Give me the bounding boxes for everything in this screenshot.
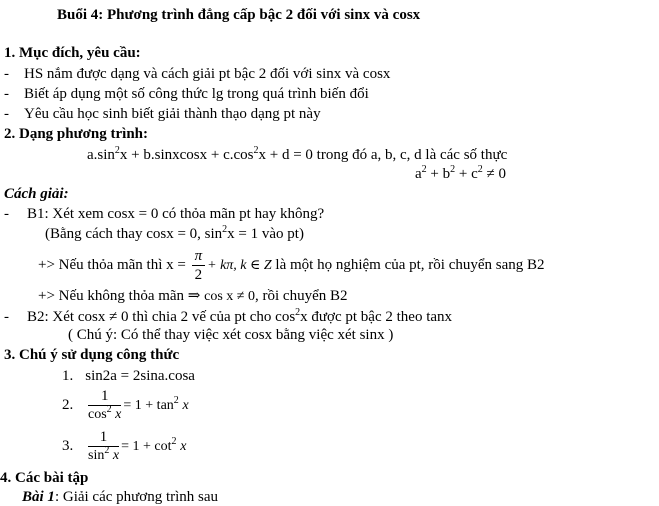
equation-form: $a.\sin^2x$ + b.sinxcosx + $c.\cos^2x + d = 0$ trong đó a, b, c, d là các số thực: [87, 145, 508, 163]
coefficient-condition: $a^2 + b^2 + c^2 \ne 0$: [415, 164, 506, 182]
case-not-satisfied: +> Nếu không thỏa mãn ⇒ cos x ≠ 0, rồi chuyển B2: [38, 288, 348, 304]
formula-1: 1. sin2a = 2sina.cosa: [62, 368, 195, 384]
case-satisfied: +> Nếu thỏa mãn thì x = $\frac{\pi}{2}$ + kπ, k ∈ Z là một họ nghiệm của pt, rồi chuyển sang B2: [38, 248, 545, 283]
step-1: - B1: Xét xem cosx = 0 có thỏa mãn pt hay không?: [4, 206, 325, 222]
step-2-note: ( Chú ý: Có thể thay việc xét cosx bằng việc xét sinx ): [68, 327, 394, 343]
list-item: - HS nắm được dạng và cách giải pt bậc 2 đối với sinx và cosx: [4, 66, 391, 82]
step-2: - B2: Xét cosx ≠ 0 thì chia 2 vế của pt cho $\cos^2x$ được pt bậc 2 theo tanx: [4, 307, 453, 325]
page-title: Buổi 4: Phương trình đẳng cấp bậc 2 đối với sinx và cosx: [57, 7, 421, 23]
method-heading: Cách giải:: [4, 186, 69, 202]
list-item: - Biết áp dụng một số công thức lg trong quá trình biến đổi: [4, 86, 369, 102]
formula-2-fraction: $\frac{1}{\cos^2 x}$: [88, 388, 122, 422]
step-1-note: (Bằng cách thay cosx = 0, $\sin^2x = 1$ vào pt): [45, 224, 304, 242]
formula-2: 2. $\frac{1}{\cos^2 x}$ = $1 + \tan^2 x$: [62, 388, 189, 422]
section-1-heading: 1. Mục đích, yêu cầu:: [4, 45, 141, 61]
list-item: - Yêu cầu học sinh biết giải thành thạo dạng pt này: [4, 106, 321, 122]
pi-over-2-fraction: $\frac{\pi}{2}$: [192, 247, 206, 284]
formula-3-fraction: $\frac{1}{\sin^2 x}$: [88, 429, 120, 463]
section-4-heading: 4. Các bài tập: [0, 470, 89, 486]
exercise-1: Bài 1: Giải các phương trình sau: [22, 489, 219, 505]
section-3-heading: 3. Chú ý sử dụng công thức: [4, 347, 180, 363]
formula-3: 3. $\frac{1}{\sin^2 x}$ = $1 + \cot^2 x$: [62, 429, 187, 463]
section-2-heading: 2. Dạng phương trình:: [4, 126, 149, 142]
